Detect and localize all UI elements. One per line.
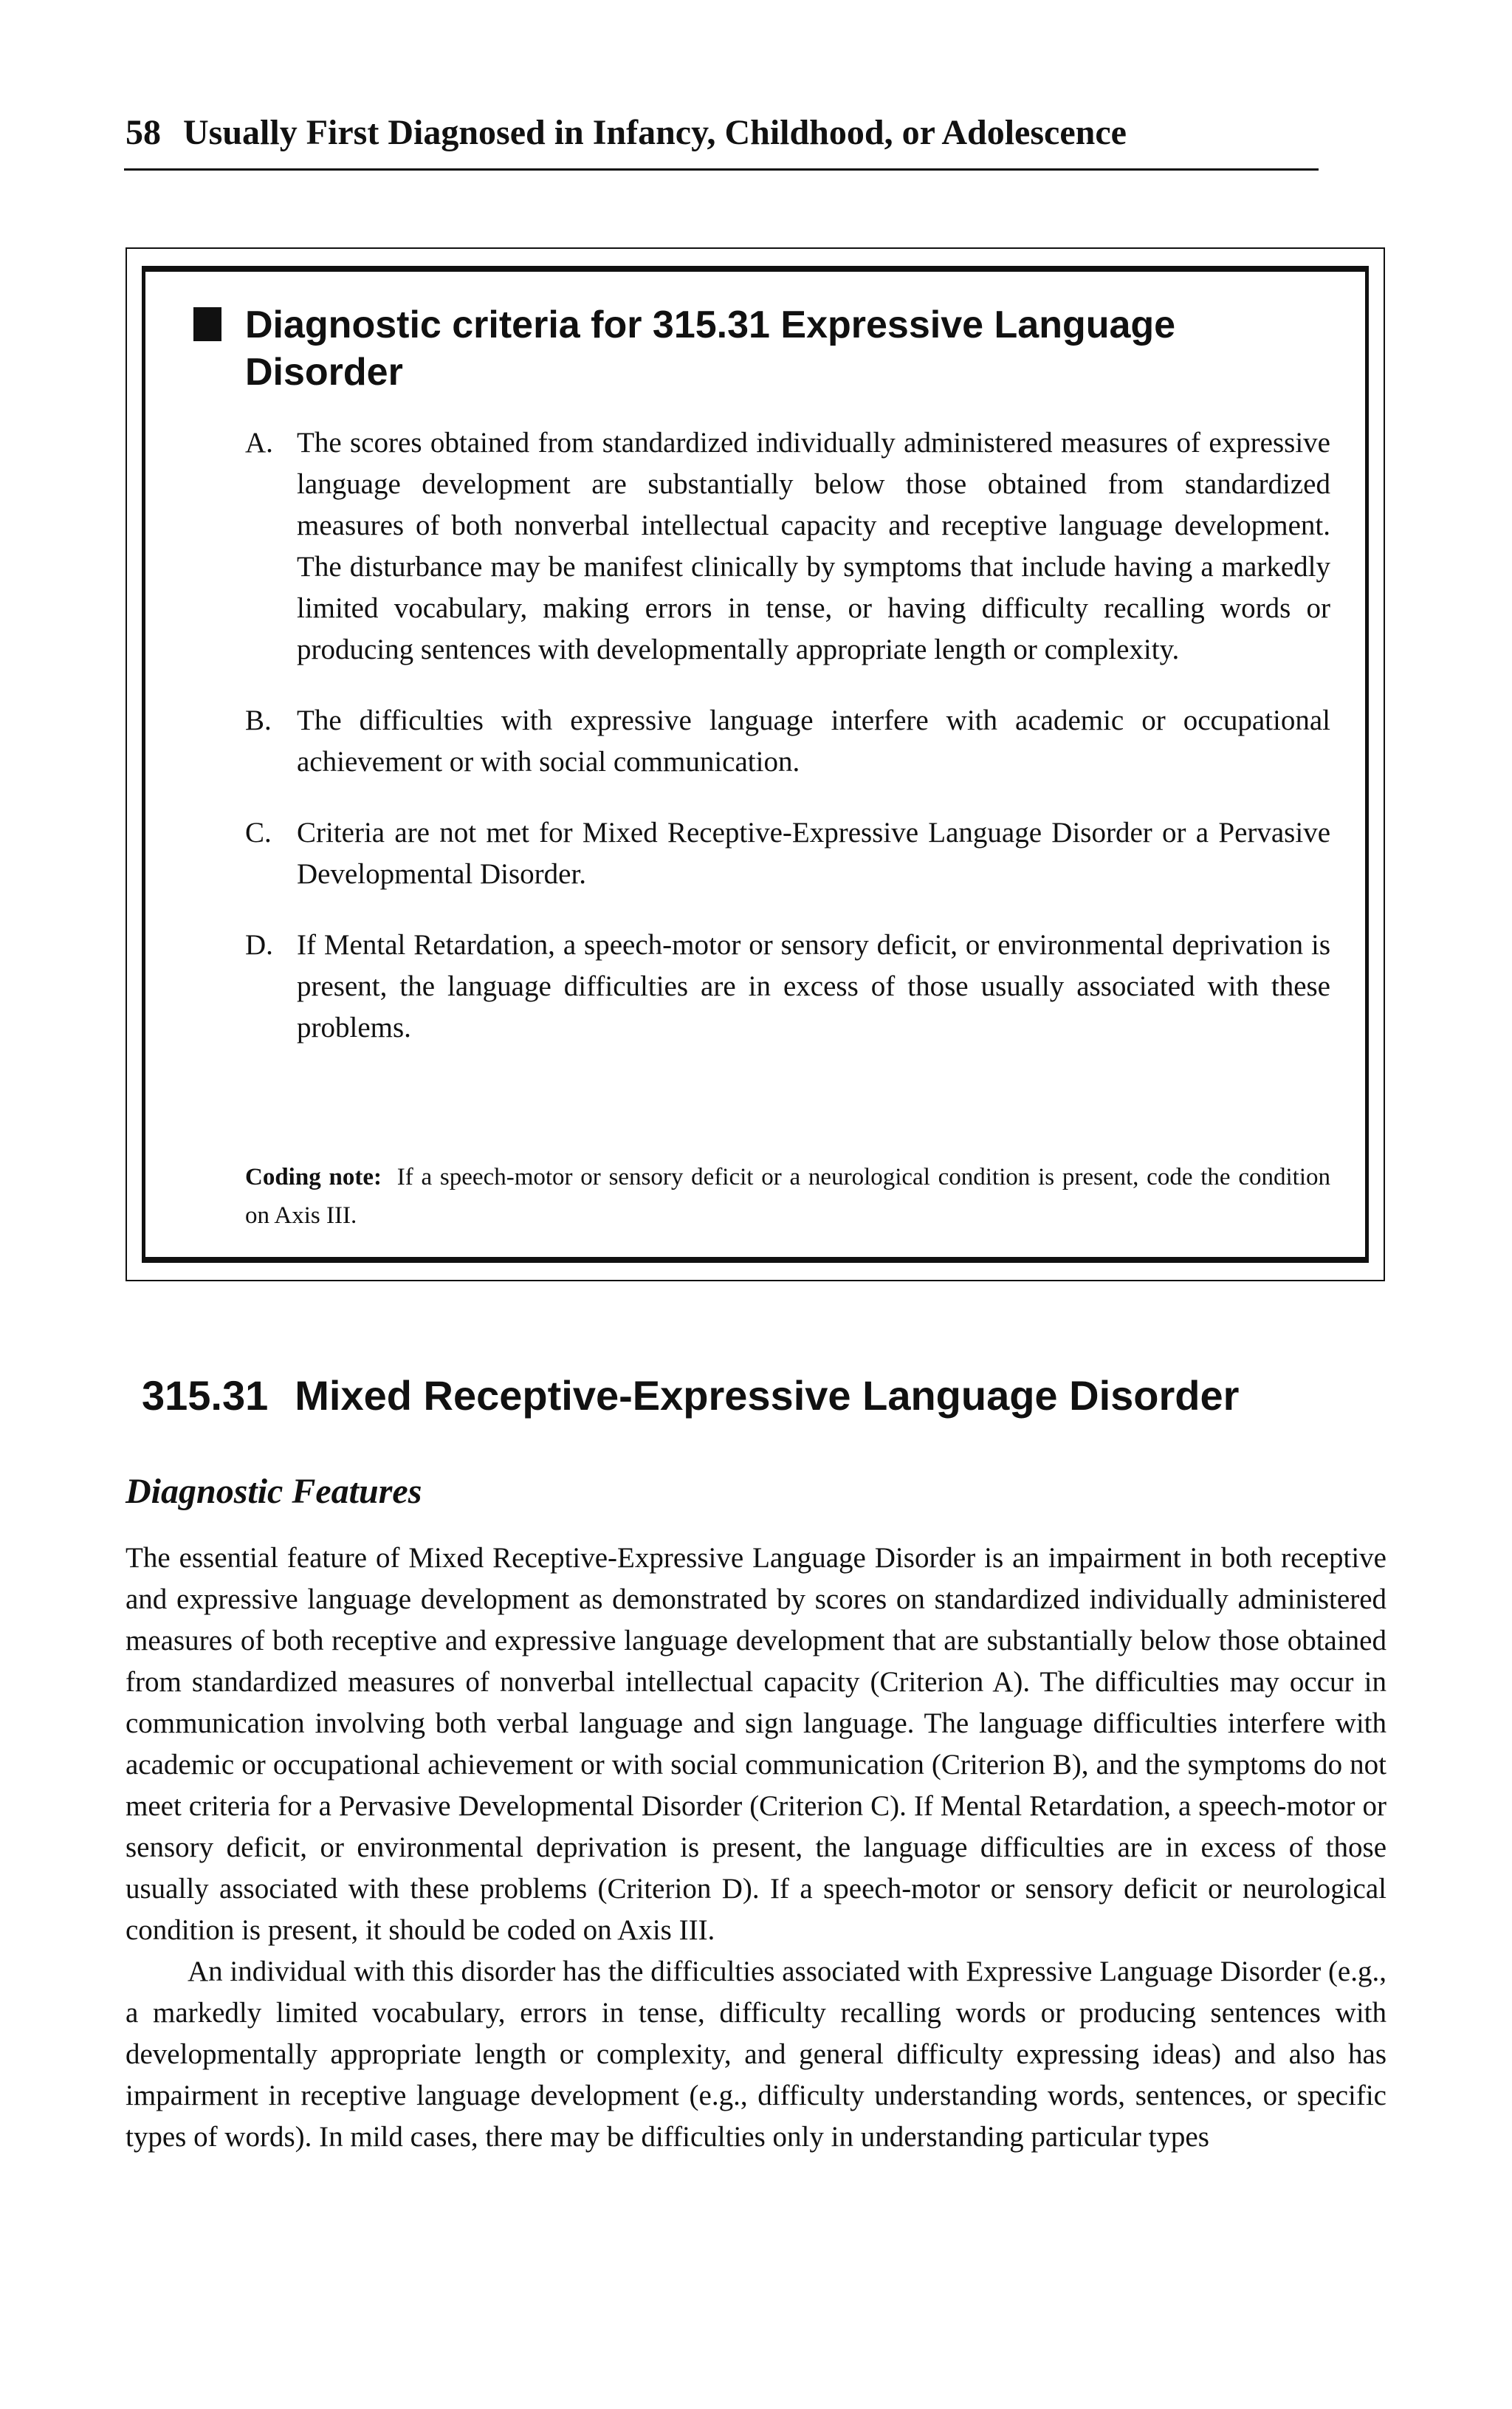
coding-note-label: Coding note: xyxy=(245,1164,382,1190)
criterion-d xyxy=(245,925,1330,1049)
square-bullet-icon xyxy=(193,307,221,341)
body-paragraph: An individual with this disorder has the difficulties associated with Expressive Language Disorder (e.g., a markedly limited vocabulary, errors in tense, difficulty recalling words or producing sentences with developmentally appropriate length or complexity, and general difficulty expressing ideas) and also has impairment in receptive language development (e.g., difficulty understanding words, sentences, or specific types of words). In mild cases, there may be difficulties only in understanding particular types xyxy=(126,1956,1386,2153)
criterion-letter: D. xyxy=(245,929,273,961)
criterion-text: The scores obtained from standardized individually administered measures of expressive language development are substantially below those obtained from standardized measures of both nonverbal intellectual capacity and receptive language development. The disturbance may be manifest clinically by symptoms that include having a markedly limited vocabulary, making errors in tense, or having difficulty recalling words or producing sentences with developmentally appropriate length or complexity. xyxy=(297,427,1330,665)
section-title xyxy=(142,1369,1382,1422)
header-rule xyxy=(124,168,1319,171)
criterion-letter: B. xyxy=(245,705,272,736)
criterion-b xyxy=(245,700,1330,783)
coding-note-text: If a speech-motor or sensory deficit or a neurological condition is present, code the condition on Axis III. xyxy=(245,1164,1330,1229)
criterion-letter: A. xyxy=(245,427,273,459)
criterion-c xyxy=(245,812,1330,895)
body-paragraph: The essential feature of Mixed Receptive-Expressive Language Disorder is an impairment in both receptive and expressive language development as demonstrated by scores on standardized individually administered measures of both receptive and expressive language development that are substantially below those obtained from standardized measures of nonverbal intellectual capacity (Criterion A). The difficulties may occur in communication involving both verbal language and sign language. The language difficulties interfere with academic or occupational achievement or with social communication (Criterion B), and the symptoms do not meet criteria for a Pervasive Developmental Disorder (Criterion C). If Mental Retardation, a speech-motor or sensory deficit, or environmental deprivation is present, the language difficulties are in excess of those usually associated with these problems (Criterion D). If a speech-motor or sensory deficit or neurological condition is present, it should be coded on Axis III. xyxy=(126,1542,1386,1946)
page-number: 58 xyxy=(126,113,161,152)
criteria-heading: Diagnostic criteria for 315.31 Expressive Language Disorder xyxy=(245,304,1176,394)
criterion-letter: C. xyxy=(245,817,272,849)
section-code: 315.31 xyxy=(142,1372,269,1419)
criterion-text: The difficulties with expressive language interfere with academic or occupational achievement or with social communication. xyxy=(297,705,1330,778)
criterion-text: Criteria are not met for Mixed Receptive-Expressive Language Disorder or a Pervasive Developmental Disorder. xyxy=(297,817,1330,890)
subsection-title: Diagnostic Features xyxy=(126,1472,422,1511)
running-title: Usually First Diagnosed in Infancy, Childhood, or Adolescence xyxy=(183,113,1127,152)
body-text xyxy=(126,1538,1386,2158)
section-title-text: Mixed Receptive-Expressive Language Disorder xyxy=(295,1372,1240,1419)
coding-note xyxy=(245,1158,1330,1235)
criterion-a xyxy=(245,422,1330,671)
criteria-list xyxy=(245,422,1330,1078)
criterion-text: If Mental Retardation, a speech-motor or sensory deficit, or environmental deprivation is present, the language difficulties are in excess of those usually associated with these problems. xyxy=(297,929,1330,1044)
running-header xyxy=(126,111,1314,155)
